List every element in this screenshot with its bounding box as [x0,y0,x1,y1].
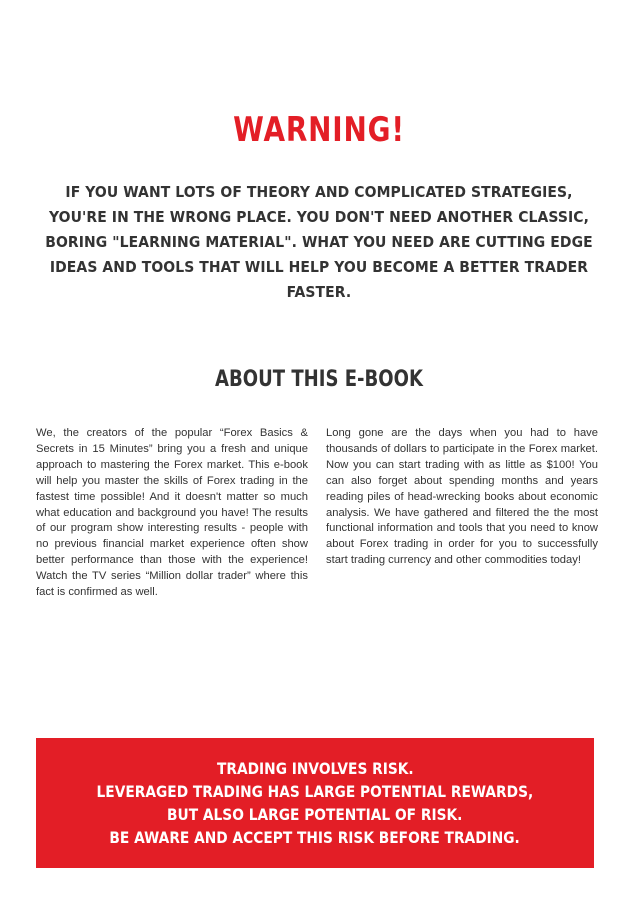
risk-line-4: BE AWARE AND ACCEPT THIS RISK BEFORE TRADING. [109,828,521,847]
about-title: ABOUT THIS E-BOOK [215,367,423,392]
risk-line-2: LEVERAGED TRADING HAS LARGE POTENTIAL REWARDS, [96,782,534,801]
warning-title: WARNING! [233,110,405,150]
about-left-paragraph: We, the creators of the popular “Forex Basics & Secrets in 15 Minutes” bring you a fresh and unique approach to mastering the Forex market. This e-book will help you master the skills of Forex trading in the fastest time possible! And it doesn't matter so much what education and background you have! The results of our program show interesting results - people with no previous financial market experience often show better performance than those with the experience! Watch the TV series “Million dollar trader” where this fact is confirmed as well. [36,427,308,599]
risk-line-1: TRADING INVOLVES RISK. [216,759,414,778]
about-right-paragraph: Long gone are the days when you had to have thousands of dollars to participate in the Forex market. Now you can start trading with as little as $100! You can also forget about spending months and years reading piles of head-wrecking books about economic analysis. We have gathered and filtered the the most functional information and tools that you need to know about Forex trading in order for you to successfully start trading currency and other commodities today! [326,427,598,567]
risk-line-3: BUT ALSO LARGE POTENTIAL OF RISK. [167,805,463,824]
warning-text: IF YOU WANT LOTS OF THEORY AND COMPLICATED STRATEGIES, YOU'RE IN THE WRONG PLACE. YOU DON'T NEED ANOTHER CLASSIC, BORING "LEARNING MATERIAL". WHAT YOU NEED ARE CUTTING EDGE IDEAS AND TOOLS THAT WILL HELP YOU BECOME A BETTER TRADER FASTER. [45,183,593,301]
risk-warning-box [36,738,594,868]
